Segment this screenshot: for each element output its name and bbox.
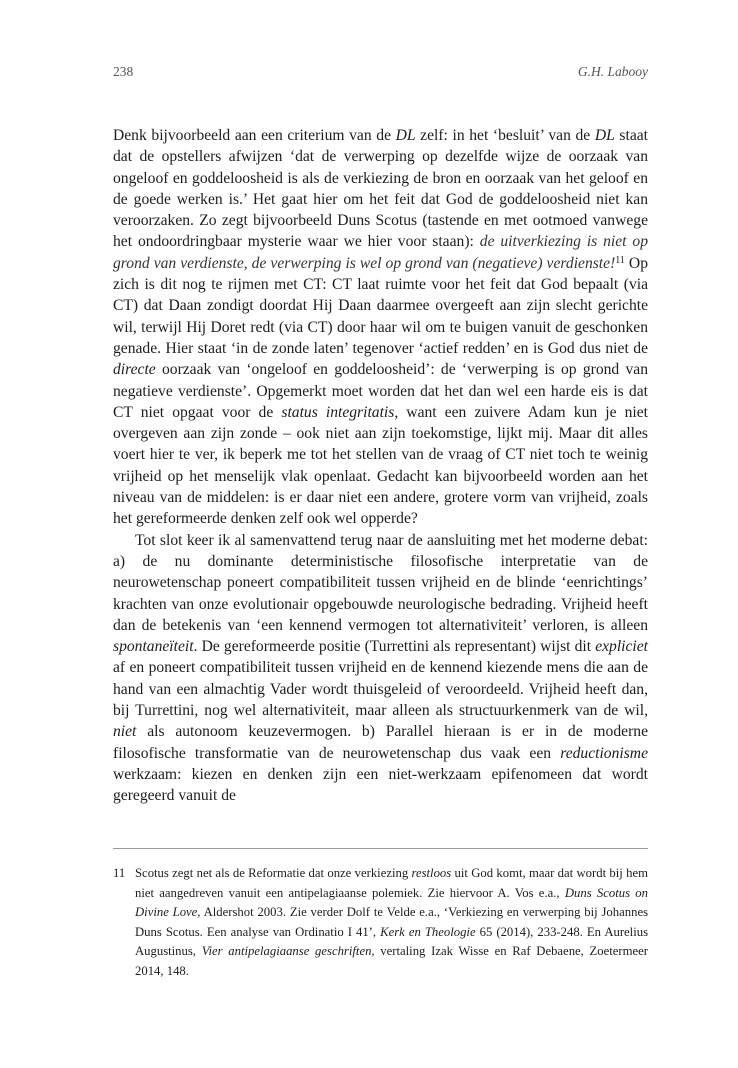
journal-title: Kerk en Theologie bbox=[380, 924, 476, 939]
text-run: Denk bijvoorbeeld aan een criterium van de bbox=[113, 127, 396, 144]
text-run: staat dat de opstellers afwijzen ‘dat de verwerping op dezelfde wijze de oorzaak van ongeloof en goddeloosheid is als de verkiezing de bron en oorzaak van het geloof en de goede werken is.’ Het gaat hier om het feit dat God de goddeloosheid niet kan veroorzaken. Zo zegt bijvoorbeeld Duns Scotus (tastende en met ootmoed vanwege het ondoordringbaar mysterie waar we hier voor staan): bbox=[113, 127, 648, 251]
text-run: Aldershot 2003. Zie verder Dolf te Velde e.a., ‘Verkiezing en verwerping bij Johannes Duns Scotus. Een analyse van Ordinatio I 41’, bbox=[135, 905, 649, 939]
emphasis: DL bbox=[594, 127, 615, 144]
text-run: Tot slot keer ik al samenvattend terug naar de aansluiting met het moderne debat: a) de nu dominante deterministische filosofische interpretatie van de neurowetenschap poneert compatibiliteit tussen vrijheid en de blinde ‘eenrichtings’ krachten van onze evolutionair opgebouwde neurologische bedrading. Vrijheid heeft dan de betekenis van ‘een kennend vermogen tot alternativiteit’ verloren, is alleen bbox=[113, 531, 648, 634]
emphasis: restloos bbox=[411, 866, 452, 880]
paragraph bbox=[113, 530, 648, 807]
emphasis: status integritatis bbox=[281, 403, 395, 421]
page-number: 238 bbox=[113, 64, 134, 79]
emphasis: niet bbox=[113, 723, 137, 741]
text-run: oorzaak van ‘ongeloof en goddeloosheid’: de ‘verwerping is op grond van negatieve verdienste’. Opgemerkt moet worden dat het dan wel een harde eis is dat CT niet opgaat voor de bbox=[113, 361, 648, 421]
footnote bbox=[113, 864, 648, 981]
text-run: af en poneert compatibiliteit tussen vrijheid en de kennend kiezende mens die aan de hand van een almachtig Vader wordt thuisgeleid of veroordeeld. Vrijheid heeft dan, bij Turrettini, nog wel alternativiteit, maar alleen als structuurkenmerk van de wil, bbox=[113, 659, 648, 720]
text-run: werkzaam: kiezen en denken zijn een niet-werkzaam epifenomeen dat wordt geregeerd vanuit de bbox=[113, 765, 648, 805]
scotus-quote: de uitverkiezing is niet op grond van verdienste, de verwerping is wel op grond van (negatieve) verdienste bbox=[113, 233, 649, 272]
footnote-divider bbox=[113, 848, 648, 849]
text-run: als autonoom keuzevermogen. b) Parallel hieraan is er in de moderne filosofische transformatie van de neurowetenschap dus vaak een bbox=[113, 723, 648, 762]
text-run: zelf: in het ‘besluit’ van de bbox=[415, 127, 595, 144]
emphasis: reductionisme bbox=[560, 744, 648, 762]
text-run: Op zich is dit nog te rijmen met CT: CT laat ruimte voor het feit dat God bepaalt (via CT) dat Daan zondigt doordat Hij Daan daarmee overgeeft aan zijn slecht gerichte wil, terwijl Hij Doret redt (via CT) door haar wil om te buigen vanuit de geschonken genade. Hier staat ‘in de zonde laten’ tegenover ‘actief redden’ en is God dus niet de bbox=[113, 254, 648, 357]
emphasis: expliciet bbox=[595, 638, 648, 656]
running-header bbox=[113, 64, 648, 84]
footnote-number: 11 bbox=[113, 866, 126, 880]
text-run: . De gereformeerde positie (Turrettini als representant) wijst dit bbox=[193, 638, 596, 656]
text-run: 65 (2014), 233-248. En Aurelius Augustinus, bbox=[135, 924, 649, 958]
text-run: Scotus zegt net als de Reformatie dat onze verkiezing bbox=[135, 866, 412, 880]
body-text bbox=[113, 125, 648, 807]
emphasis: DL bbox=[395, 127, 416, 144]
author-running-head: G.H. Labooy bbox=[577, 64, 648, 79]
text-run: uit God komt, maar dat wordt bij hem niet aangedreven vanuit een antipelagiaanse polemiek. Zie hiervoor A. Vos e.a., bbox=[135, 866, 648, 900]
paragraph bbox=[113, 125, 648, 530]
text-run: vertaling Izak Wisse en Raf Debaene, Zoetermeer 2014, 148. bbox=[135, 944, 649, 978]
footnote-reference[interactable]: 11 bbox=[615, 254, 625, 266]
text-run: ! bbox=[610, 254, 616, 272]
book-title: Vier antipelagiaanse geschriften, bbox=[201, 944, 375, 958]
text-run: , want een zuivere Adam kun je niet overgeven aan zijn zonde – ook niet aan zijn toekomstige, lijkt mij. Maar dit alles voert hier te ver, ik beperk me tot het stellen van de vraag of CT niet toch te weinig vrijheid op het menselijk vlak openlaat. Gedacht kan bijvoorbeeld worden aan het niveau van de middelen: is er daar niet een andere, grotere vorm van vrijheid, zoals het gereformeerde denken zelf ook wel opperde? bbox=[113, 403, 648, 528]
book-title: Duns Scotus on Divine Love, bbox=[135, 885, 648, 919]
emphasis: directe bbox=[113, 361, 156, 379]
footnote-text bbox=[135, 864, 648, 981]
emphasis: spontaneïteit bbox=[113, 638, 194, 656]
